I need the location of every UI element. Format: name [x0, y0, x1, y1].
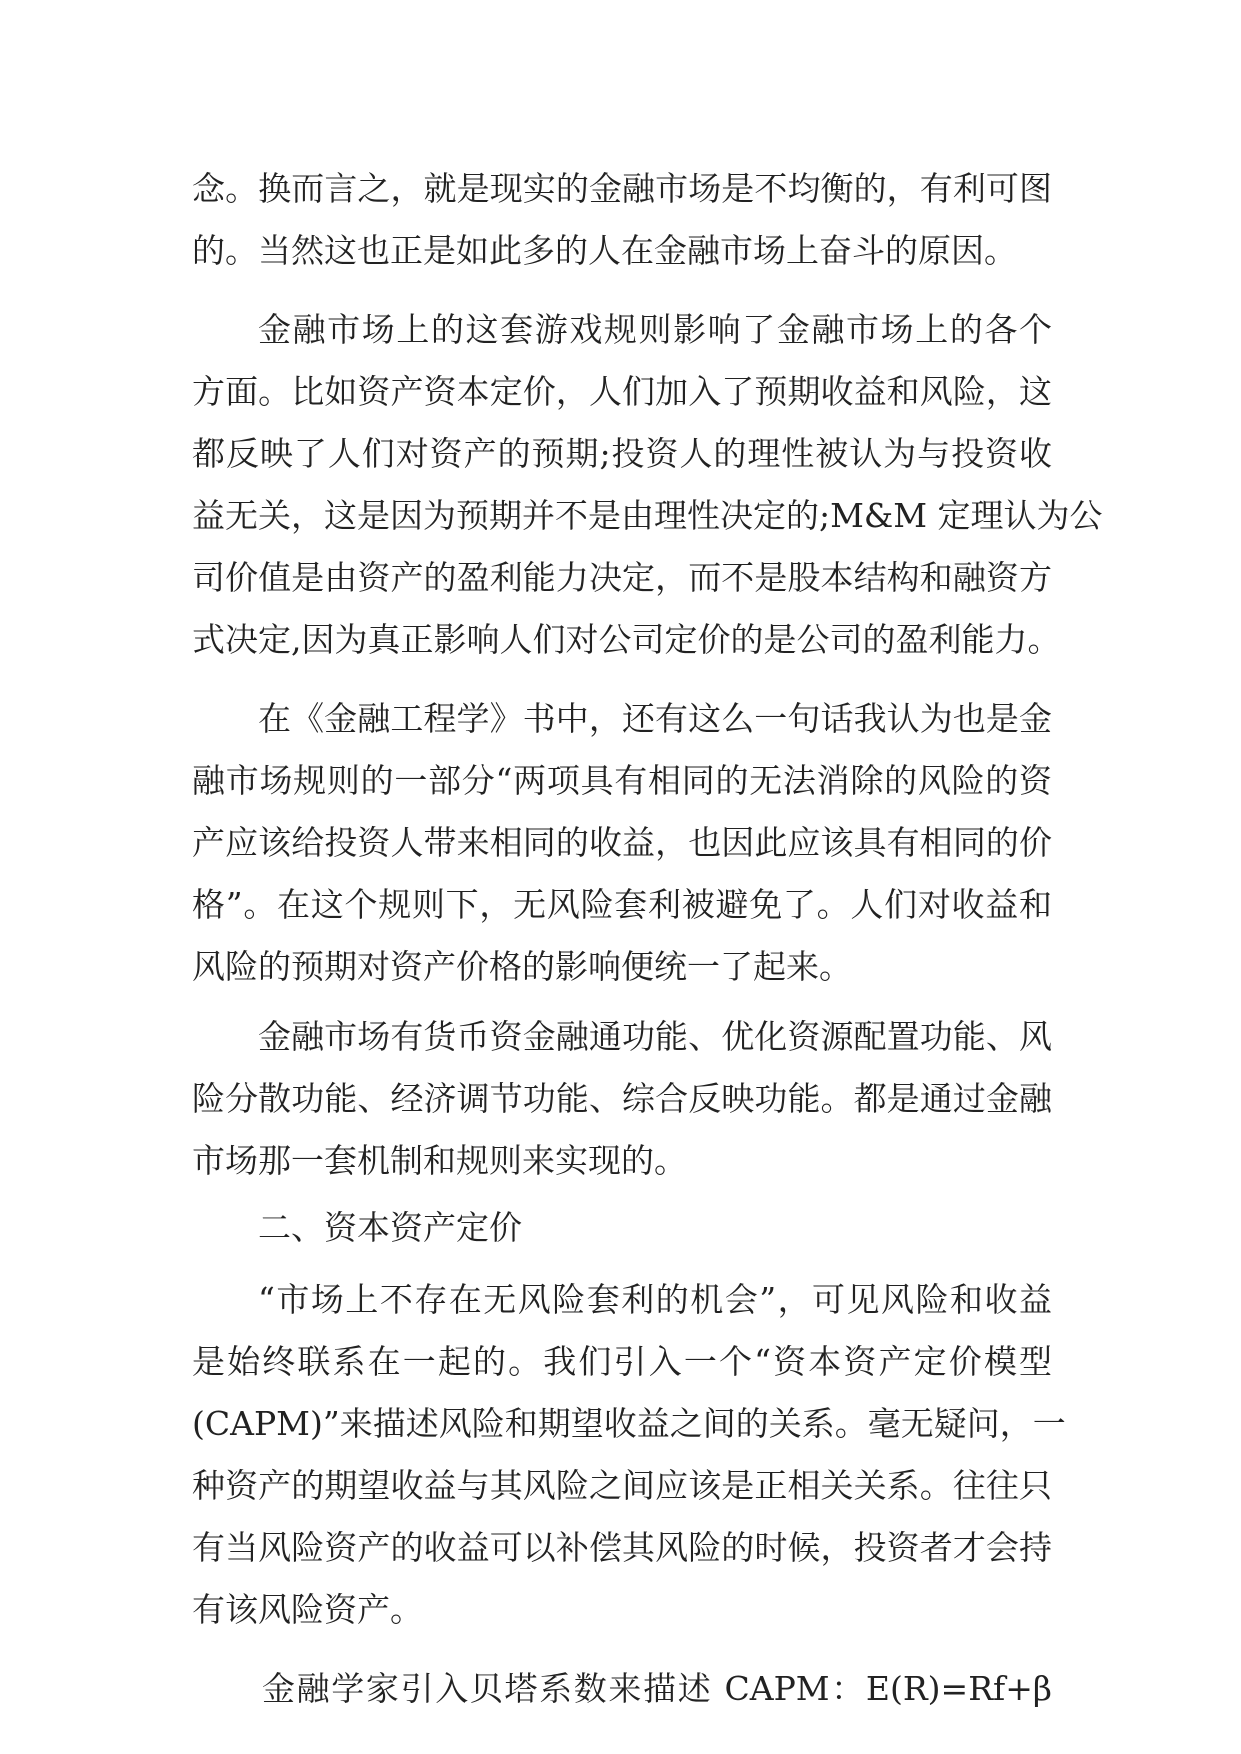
text-line: 方面。比如资产资本定价，人们加入了预期收益和风险，这	[192, 372, 1052, 411]
paragraph-first-line: “市场上不存在无风险套利的机会”，可见风险和收益	[258, 1280, 1052, 1319]
text-line: 有当风险资产的收益可以补偿其风险的时候，投资者才会持	[192, 1528, 1052, 1567]
text-line: 是始终联系在一起的。我们引入一个“资本资产定价模型	[192, 1342, 1052, 1381]
text-line: 都反映了人们对资产的预期;投资人的理性被认为与投资收	[192, 434, 1052, 473]
text-line: 风险的预期对资产价格的影响便统一了起来。	[192, 947, 852, 986]
text-line: 融市场规则的一部分“两项具有相同的无法消除的风险的资	[192, 761, 1052, 800]
text-line: 格”。在这个规则下，无风险套利被避免了。人们对收益和	[192, 885, 1052, 924]
text-line: 有该风险资产。	[192, 1590, 423, 1629]
paragraph-first-line: 金融市场上的这套游戏规则影响了金融市场上的各个	[258, 310, 1052, 349]
text-line: 念。换而言之，就是现实的金融市场是不均衡的，有利可图	[192, 169, 1052, 208]
text-line: 种资产的期望收益与其风险之间应该是正相关关系。往往只	[192, 1466, 1052, 1505]
text-line: 式决定,因为真正影响人们对公司定价的是公司的盈利能力。	[192, 620, 1061, 659]
text-line: 险分散功能、经济调节功能、综合反映功能。都是通过金融	[192, 1079, 1052, 1118]
text-line: 益无关，这是因为预期并不是由理性决定的;M&M 定理认为公	[192, 496, 1103, 535]
text-line: 市场那一套机制和规则来实现的。	[192, 1141, 687, 1180]
section-heading: 二、资本资产定价	[258, 1208, 522, 1247]
text-line: (CAPM)”来描述风险和期望收益之间的关系。毫无疑问，一	[192, 1404, 1066, 1443]
paragraph-first-line: 金融学家引入贝塔系数来描述 CAPM：E(R)=Rf+β	[262, 1669, 1052, 1708]
text-line: 的。当然这也正是如此多的人在金融市场上奋斗的原因。	[192, 231, 1017, 270]
text-line: 产应该给投资人带来相同的收益，也因此应该具有相同的价	[192, 823, 1052, 862]
text-line: 司价值是由资产的盈利能力决定，而不是股本结构和融资方	[192, 558, 1052, 597]
paragraph-first-line: 金融市场有货币资金融通功能、优化资源配置功能、风	[258, 1017, 1052, 1056]
paragraph-first-line: 在《金融工程学》书中，还有这么一句话我认为也是金	[258, 699, 1052, 738]
